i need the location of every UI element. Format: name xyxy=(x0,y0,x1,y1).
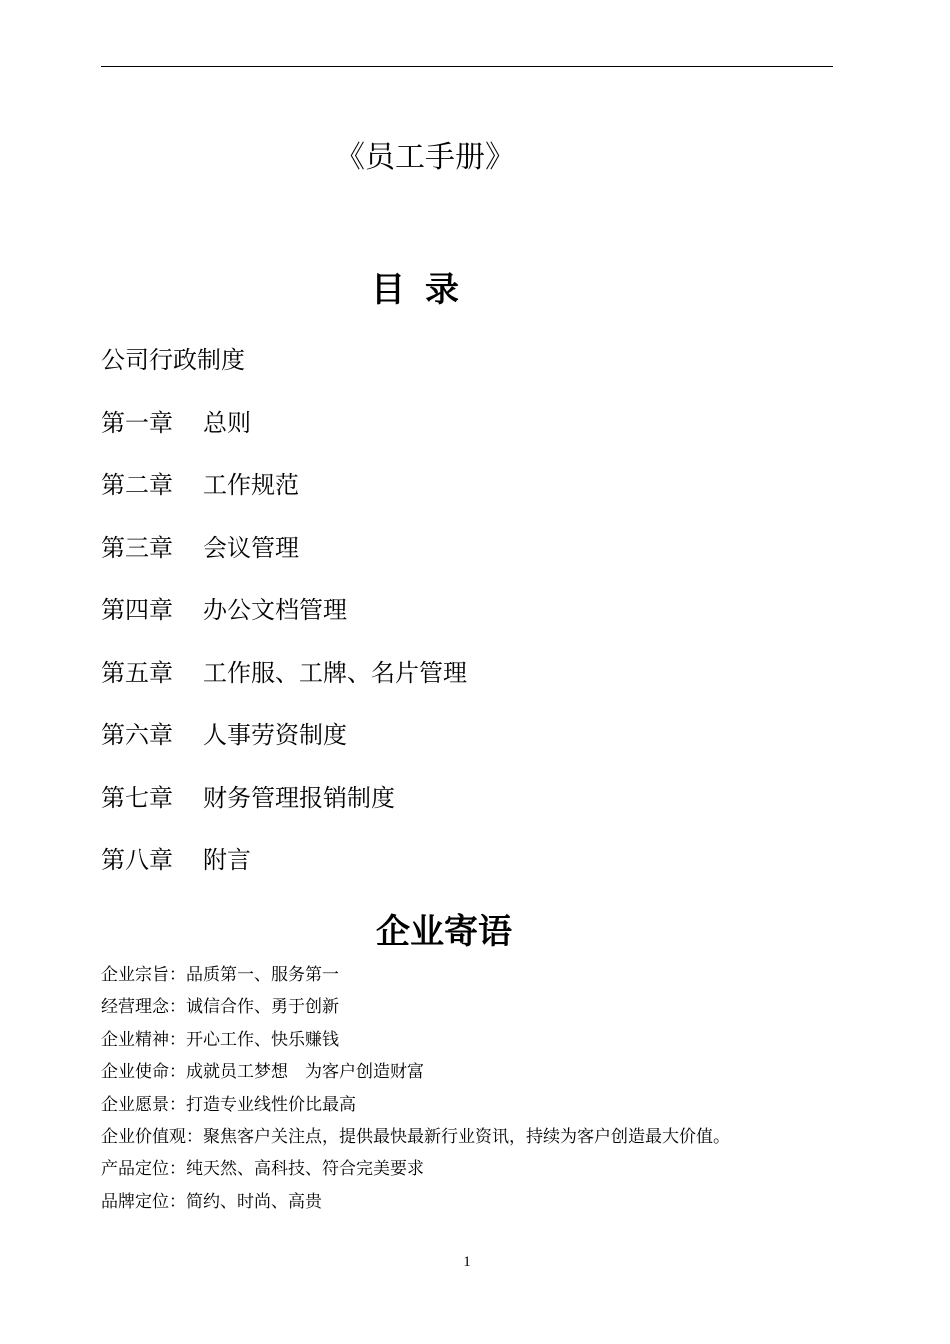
toc-item-title: 总则 xyxy=(203,408,251,437)
motto-item: 经营理念：诚信合作、勇于创新 xyxy=(101,997,339,1018)
toc-item-title: 工作服、工牌、名片管理 xyxy=(203,658,467,687)
toc-item-title: 财务管理报销制度 xyxy=(203,783,395,812)
toc-item xyxy=(101,338,801,401)
motto-item: 企业价值观：聚焦客户关注点，提供最快最新行业资讯，持续为客户创造最大价值。 xyxy=(101,1126,730,1147)
motto-list xyxy=(101,960,841,1219)
toc-item xyxy=(101,838,801,901)
toc-item-chapter: 第四章 xyxy=(101,596,173,624)
motto-item: 企业精神：开心工作、快乐赚钱 xyxy=(101,1029,339,1050)
toc-item xyxy=(101,463,801,526)
toc-item xyxy=(101,776,801,839)
toc-item-title: 公司行政制度 xyxy=(101,346,245,374)
toc-item-chapter: 第八章 xyxy=(101,846,173,874)
toc-item-chapter: 第七章 xyxy=(101,783,173,812)
motto-item: 企业宗旨：品质第一、服务第一 xyxy=(101,965,339,985)
table-of-contents xyxy=(101,338,801,901)
header-rule xyxy=(101,66,833,67)
toc-item-chapter: 第二章 xyxy=(101,471,173,499)
motto-item: 品牌定位：简约、时尚、高贵 xyxy=(101,1191,322,1212)
toc-item xyxy=(101,588,801,651)
toc-item-title: 工作规范 xyxy=(203,471,299,499)
toc-item-chapter: 第五章 xyxy=(101,658,173,687)
document-title: 《员工手册》 xyxy=(335,140,515,175)
toc-item-chapter: 第一章 xyxy=(101,408,173,437)
toc-item xyxy=(101,651,801,714)
toc-item xyxy=(101,401,801,464)
toc-item-title: 会议管理 xyxy=(203,533,299,562)
motto-item: 企业愿景：打造专业线性价比最高 xyxy=(101,1094,356,1115)
motto-heading: 企业寄语 xyxy=(376,912,512,952)
motto-item: 产品定位：纯天然、高科技、符合完美要求 xyxy=(101,1159,424,1180)
toc-item-title: 附言 xyxy=(203,846,251,874)
toc-item-chapter: 第三章 xyxy=(101,533,173,562)
toc-item-chapter: 第六章 xyxy=(101,721,173,749)
toc-item xyxy=(101,526,801,589)
toc-item xyxy=(101,713,801,776)
toc-item-title: 办公文档管理 xyxy=(203,596,347,624)
toc-item-title: 人事劳资制度 xyxy=(203,721,347,749)
page-number: 1 xyxy=(463,1254,471,1270)
motto-item: 企业使命：成就员工梦想 为客户创造财富 xyxy=(101,1062,424,1083)
toc-heading: 目录 xyxy=(371,270,479,310)
